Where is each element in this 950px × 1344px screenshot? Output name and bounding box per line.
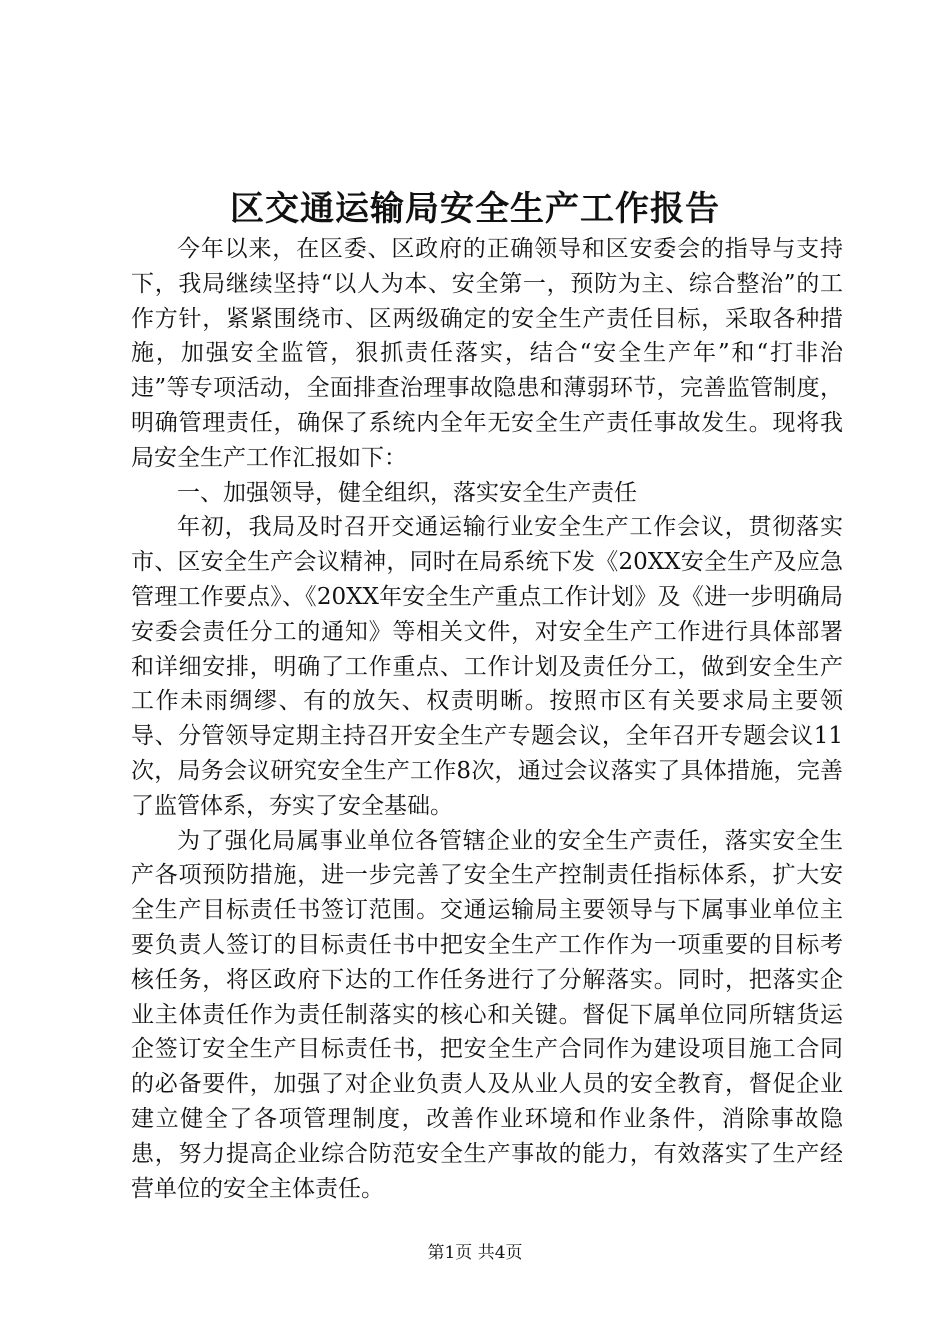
section-heading-1: 一、加强领导，健全组织，落实安全生产责任	[177, 479, 637, 506]
paragraph-section1-a: 年初，我局及时召开交通运输行业安全生产工作会议，贯彻落实市、区安全生产会议精神，同时在局系统下发《20XX安全生产及应急管理工作要点》、《20XX年安全生产重点工作计划》及《进一步明确局安委会责任分工的通知》等相关文件，对安全生产工作进行具体部署和详细安排，明确了工作重点、工作计划及责任分工，做到安全生产工作未雨绸缪、有的放矢、权责明晰。按照市区有关要求局主要领导、分管领导定期主持召开安全生产专题会议，全年召开专题会议11次，局务会议研究安全生产工作8次，通过会议落实了具体措施，完善了监管体系，夯实了安全基础。	[131, 514, 843, 819]
page-number-footer: 第1页 共4页	[427, 1243, 523, 1263]
document-body	[131, 232, 843, 1206]
paragraph-section1-b: 为了强化局属事业单位各管辖企业的安全生产责任，落实安全生产各项预防措施，进一步完善了安全生产控制责任指标体系，扩大安全生产目标责任书签订范围。交通运输局主要领导与下属事业单位主要负责人签订的目标责任书中把安全生产工作作为一项重要的目标考核任务，将区政府下达的工作任务进行了分解落实。同时，把落实企业主体责任作为责任制落实的核心和关键。督促下属单位同所辖货运企签订安全生产目标责任书，把安全生产合同作为建设项目施工合同的必备要件，加强了对企业负责人及从业人员的安全教育，督促企业建立健全了各项管理制度，改善作业环境和作业条件，消除事故隐患，努力提高企业综合防范安全生产事故的能力，有效落实了生产经营单位的安全主体责任。	[131, 827, 843, 1202]
document-title: 区交通运输局安全生产工作报告	[230, 189, 720, 229]
paragraph-intro: 今年以来，在区委、区政府的正确领导和区安委会的指导与支持下，我局继续坚持“以人为本、安全第一，预防为主、综合整治”的工作方针，紧紧围绕市、区两级确定的安全生产责任目标，采取各种措施，加强安全监管，狠抓责任落实，结合“安全生产年”和“打非治违”等专项活动，全面排查治理事故隐患和薄弱环节，完善监管制度，明确管理责任，确保了系统内全年无安全生产责任事故发生。现将我局安全生产工作汇报如下：	[131, 236, 843, 471]
